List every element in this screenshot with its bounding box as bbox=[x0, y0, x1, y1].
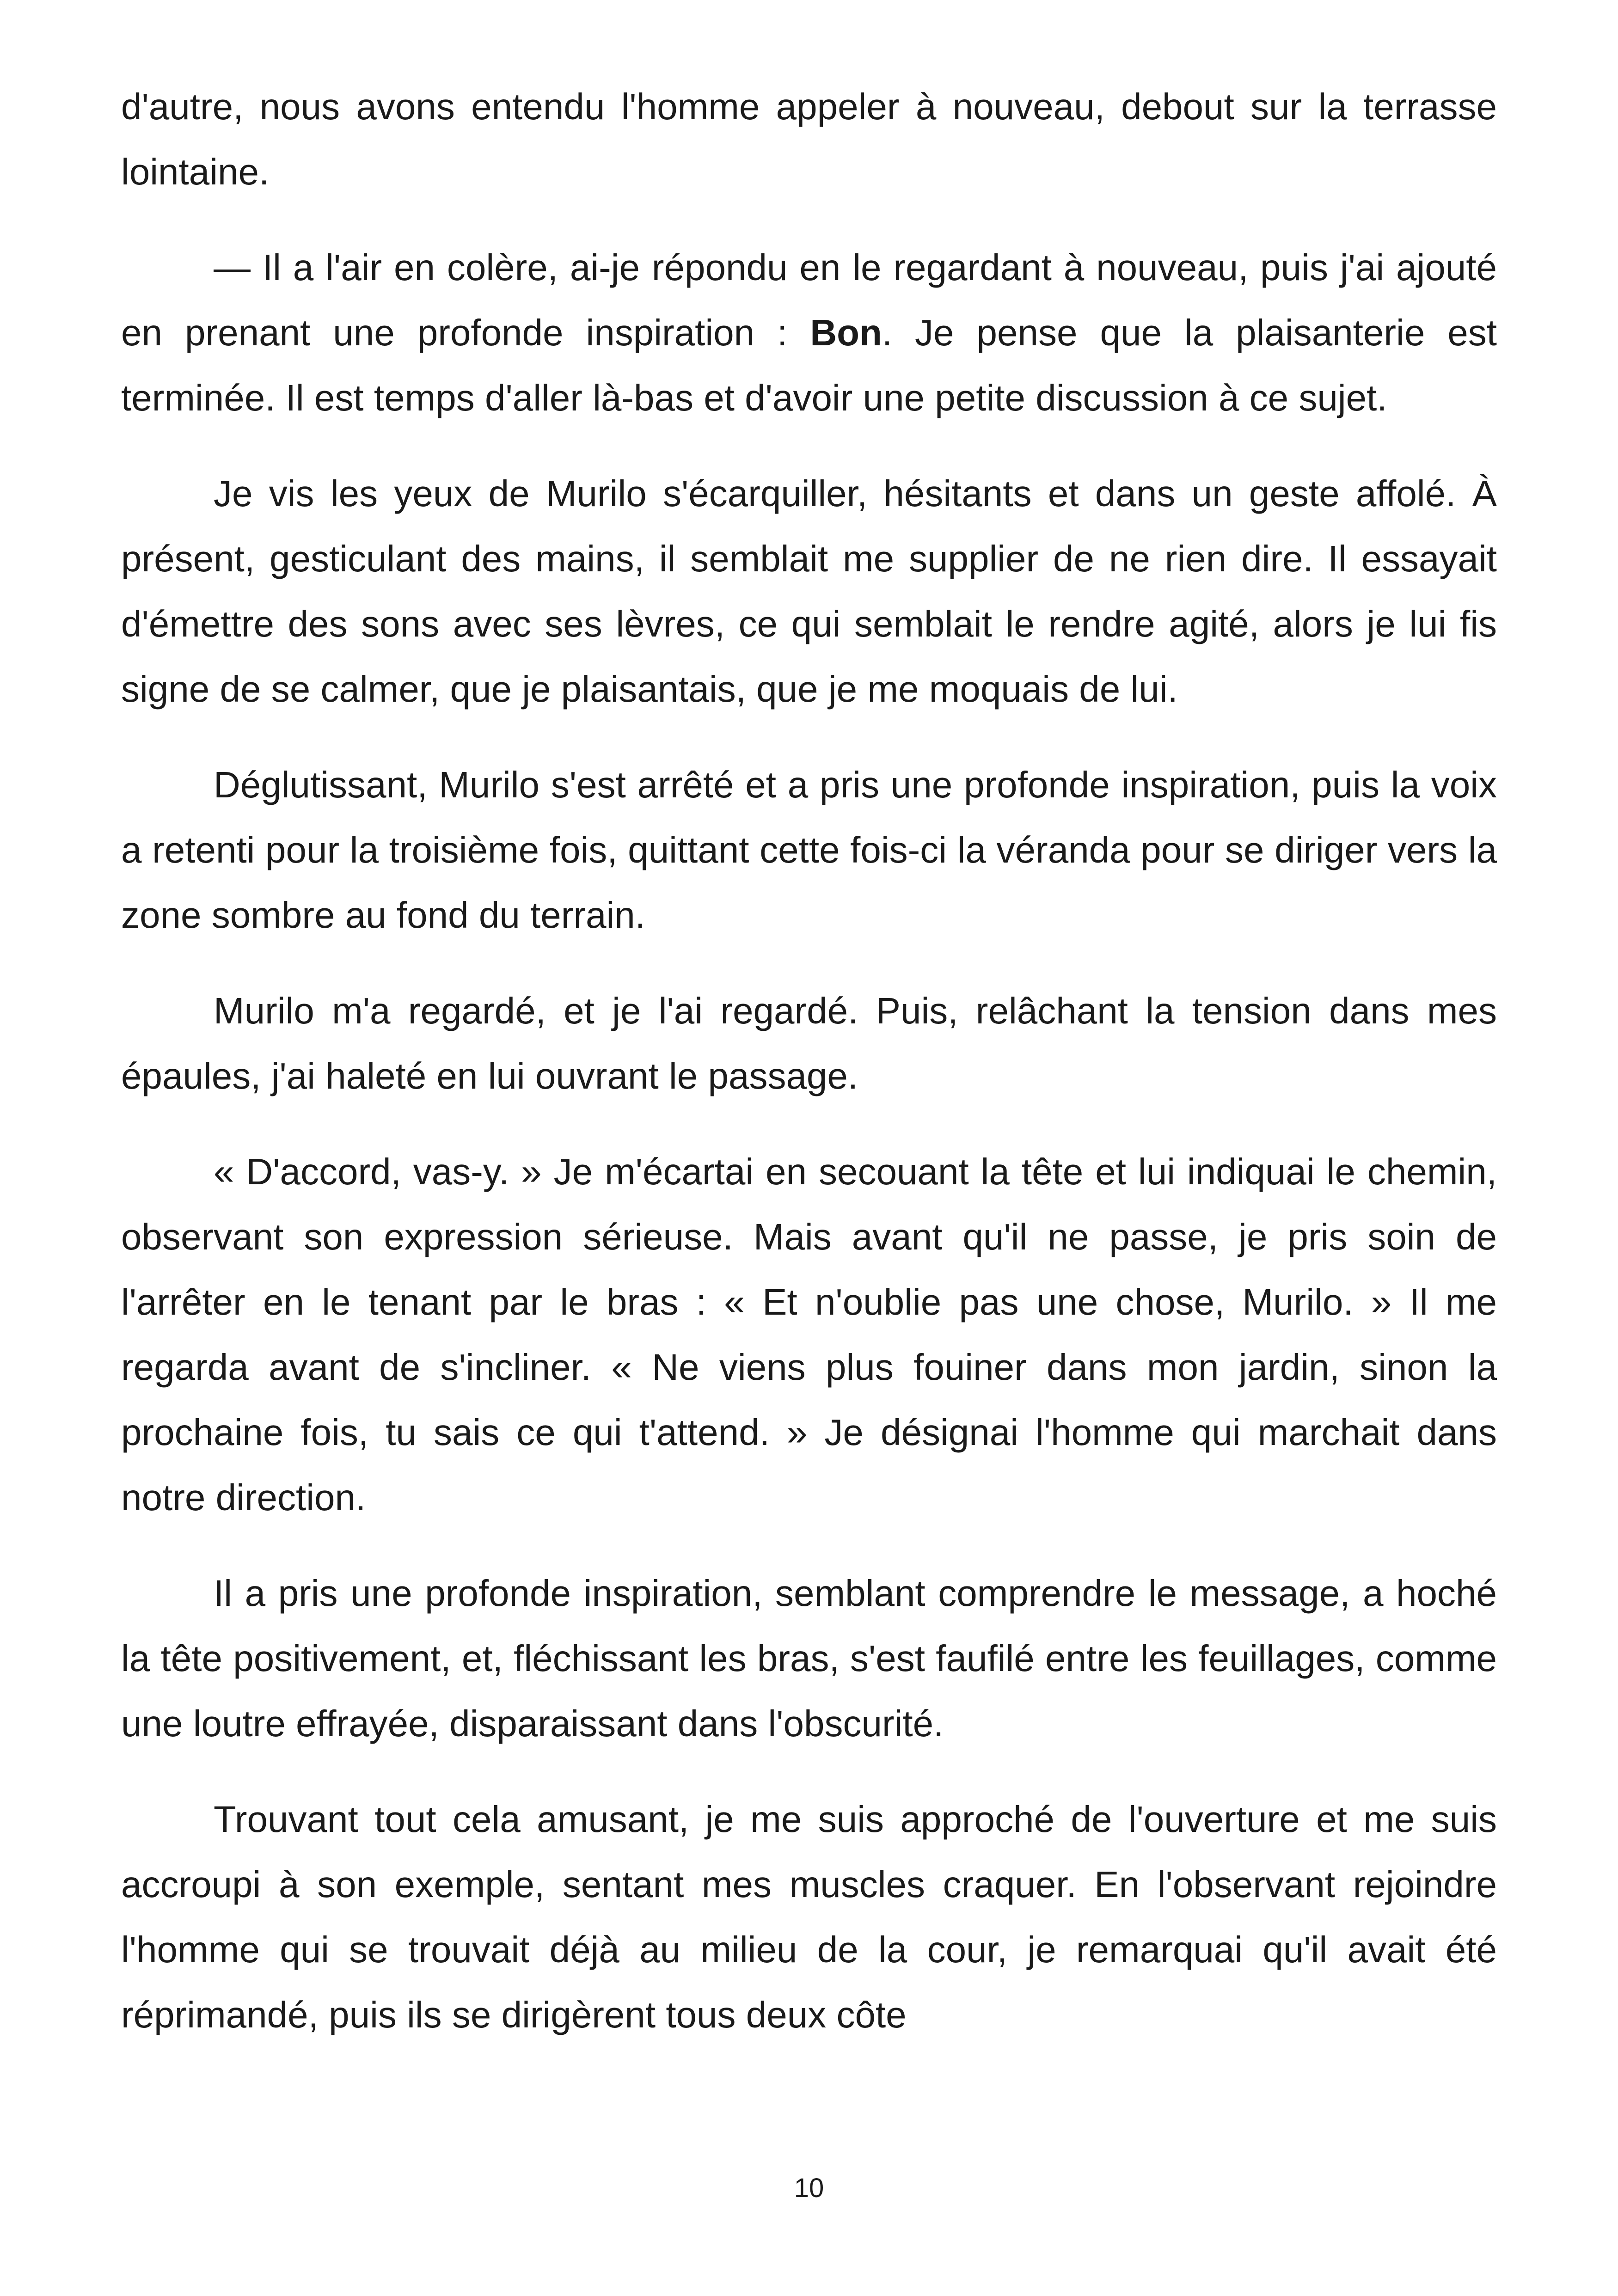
paragraph-3: Je vis les yeux de Murilo s'écarquiller, hésitants et dans un geste affolé. À présent, gesticulant des mains, il semblait me supplier de ne rien dire. Il essayait d'émettre des sons avec ses lèvres, ce qui semblait le rendre agité, alors je lui fis signe de se calmer, que je plaisantais, que je me moquais de lui. bbox=[121, 473, 1497, 710]
paragraph-2 bbox=[121, 235, 1497, 430]
paragraph-2-part-1: — Il a l'air en colère, ai-je répondu en le regardant à nouveau, puis j'ai ajouté en prenant une profonde inspiration : bbox=[121, 247, 1497, 353]
paragraph-6: « D'accord, vas-y. » Je m'écartai en secouant la tête et lui indiquai le chemin, observant son expression sérieuse. Mais avant qu'il ne passe, je pris soin de l'arrêter en le tenant par le bras : « Et n'oublie pas une chose, Murilo. » Il me regarda avant de s'incliner. « Ne viens plus fouiner dans mon jardin, sinon la prochaine fois, tu sais ce qui t'attend. » Je désignai l'homme qui marchait dans notre direction. bbox=[121, 1151, 1497, 1518]
paragraph-2-part-2: . Je pense que la plaisanterie est terminée. Il est temps d'aller là-bas et d'avoir une petite discussion à ce sujet. bbox=[121, 312, 1497, 418]
paragraph-7: Il a pris une profonde inspiration, semblant comprendre le message, a hoché la tête positivement, et, fléchissant les bras, s'est faufilé entre les feuillages, comme une loutre effrayée, disparaissant dans l'obscurité. bbox=[121, 1573, 1497, 1744]
paragraph-4: Déglutissant, Murilo s'est arrêté et a pris une profonde inspiration, puis la voix a retenti pour la troisième fois, quittant cette fois-ci la véranda pour se diriger vers la zone sombre au fond du terrain. bbox=[121, 764, 1497, 936]
bold-word: Bon bbox=[810, 312, 882, 353]
page-number: 10 bbox=[794, 2173, 824, 2203]
paragraph-8: Trouvant tout cela amusant, je me suis approché de l'ouverture et me suis accroupi à son exemple, sentant mes muscles craquer. En l'observant rejoindre l'homme qui se trouvait déjà au milieu de la cour, je remarquai qu'il avait été réprimandé, puis ils se dirigèrent tous deux côte bbox=[121, 1799, 1497, 2035]
body-text bbox=[121, 74, 1497, 2047]
paragraph-1: d'autre, nous avons entendu l'homme appeler à nouveau, debout sur la terrasse lointaine. bbox=[121, 86, 1497, 192]
paragraph-5: Murilo m'a regardé, et je l'ai regardé. Puis, relâchant la tension dans mes épaules, j'ai haleté en lui ouvrant le passage. bbox=[121, 990, 1497, 1096]
